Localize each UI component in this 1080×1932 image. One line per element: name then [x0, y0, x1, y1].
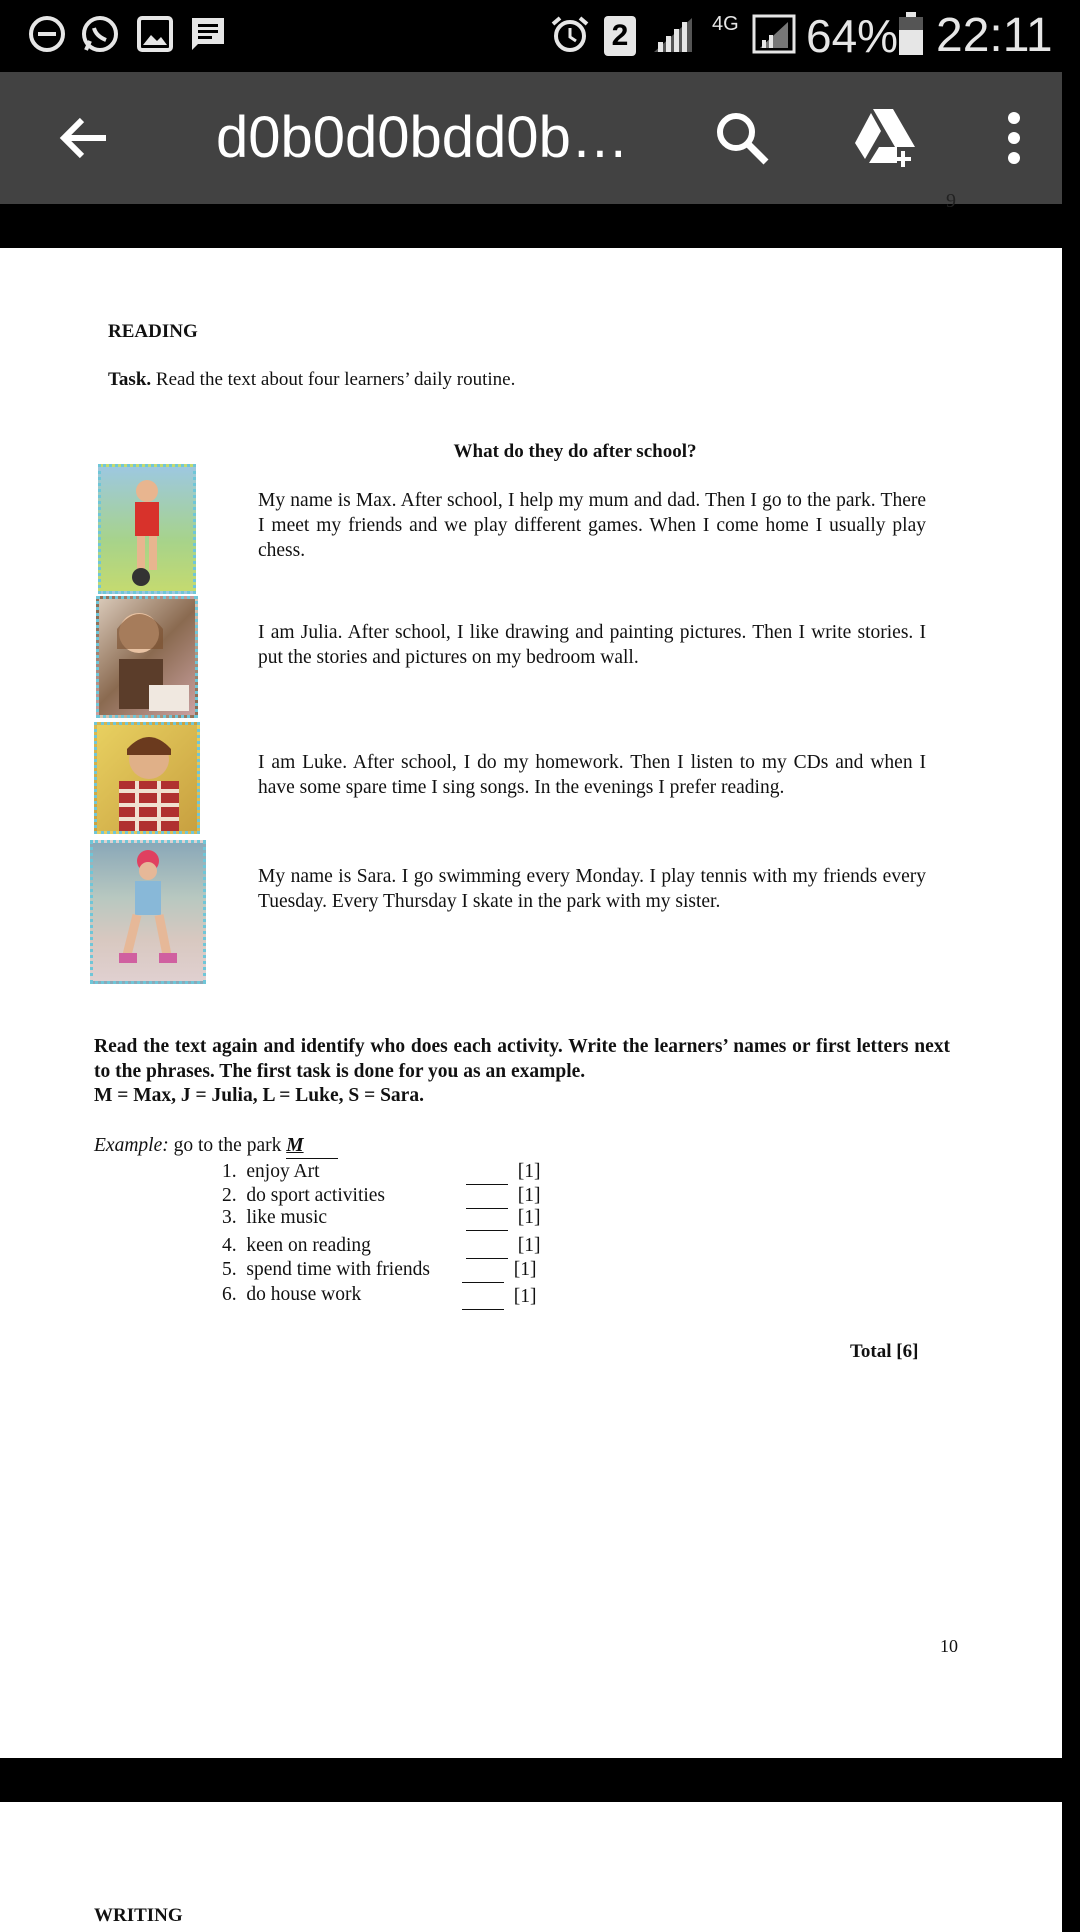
network-type: 4G — [712, 13, 739, 35]
clock: 22:11 — [936, 9, 1053, 62]
photo-luke — [94, 722, 200, 834]
more-vert-icon — [1004, 110, 1024, 166]
message-icon — [188, 14, 228, 54]
signal-icon — [652, 14, 694, 54]
arrow-left-icon — [56, 110, 112, 166]
footer-page-number: 10 — [940, 1636, 958, 1656]
back-button[interactable] — [44, 98, 124, 178]
photo-sara — [90, 840, 206, 984]
paragraph-julia: I am Julia. After school, I like drawing and painting pictures. Then I write stories. I put the stories and pictures on my bedroom wall. — [258, 622, 926, 668]
total-marks: Total [6] — [850, 1341, 919, 1362]
photo-julia — [96, 596, 198, 718]
item-number: 4. — [222, 1235, 237, 1256]
item-number: 5. — [222, 1259, 237, 1280]
list-item — [222, 1184, 385, 1208]
photo-max — [98, 464, 196, 594]
list-item — [222, 1258, 430, 1282]
item-number: 6. — [222, 1284, 237, 1305]
item-number: 1. — [222, 1161, 237, 1182]
item-text: like music — [246, 1207, 328, 1228]
item-text: spend time with friends — [246, 1259, 430, 1280]
item-text: enjoy Art — [246, 1161, 320, 1182]
answer-blank[interactable] — [466, 1234, 541, 1259]
search-icon — [712, 108, 772, 168]
item-mark: [1] — [517, 1185, 541, 1206]
item-number: 3. — [222, 1207, 237, 1228]
status-bar — [0, 0, 1080, 72]
app-bar — [0, 72, 1062, 212]
add-to-drive-button[interactable] — [846, 98, 926, 178]
list-item — [222, 1160, 320, 1184]
search-button[interactable] — [702, 98, 782, 178]
example-text: go to the park — [168, 1135, 287, 1156]
signal-icon-2 — [752, 14, 796, 54]
task-label: Task. — [108, 369, 152, 390]
page-number-indicator: 9 — [946, 190, 956, 212]
document-page-next[interactable] — [0, 1802, 1062, 1932]
alarm-icon — [550, 14, 590, 54]
section-heading: READING — [108, 321, 198, 342]
letter-key: M = Max, J = Julia, L = Luke, S = Sara. — [94, 1085, 424, 1106]
paragraph-max: My name is Max. After school, I help my mum and dad. Then I go to the park. There I meet my friends and we play different games. When I come home I usually play chess. — [258, 490, 926, 561]
next-section-heading: WRITING — [94, 1905, 183, 1926]
item-text: do sport activities — [246, 1185, 386, 1206]
item-mark: [1] — [517, 1161, 541, 1182]
list-item — [222, 1206, 327, 1230]
text-subtitle: What do they do after school? — [453, 441, 697, 462]
example-answer — [286, 1134, 338, 1159]
task-line — [108, 368, 515, 392]
paragraph-luke: I am Luke. After school, I do my homework. Then I listen to my CDs and when I have some spare time I sing songs. In the evenings I prefer reading. — [258, 752, 926, 798]
example-label: Example: — [94, 1135, 169, 1156]
battery-icon — [898, 12, 924, 56]
item-text: keen on reading — [246, 1235, 371, 1256]
whatsapp-icon — [80, 14, 120, 54]
more-options-button[interactable] — [974, 98, 1054, 178]
battery-percent: 64% — [806, 10, 899, 62]
paragraph-sara: My name is Sara. I go swimming every Monday. I play tennis with my friends every Tuesday. Every Thursday I skate in the park with my sister. — [258, 866, 926, 912]
answer-blank[interactable] — [462, 1285, 537, 1310]
drive-add-icon — [853, 107, 919, 169]
example-answer-value: M — [286, 1135, 304, 1156]
sim-badge: 2 — [611, 19, 629, 52]
item-mark: [1] — [517, 1207, 541, 1228]
instructions: Read the text again and identify who does each activity. Write the learners’ names or first letters next to the phrases. The first task is done for you as an example. — [94, 1036, 950, 1082]
item-mark: [1] — [513, 1286, 537, 1307]
answer-blank[interactable] — [466, 1206, 541, 1231]
document-title: d0b0d0bdd0b… — [216, 105, 629, 170]
example-line — [94, 1134, 338, 1159]
gallery-icon — [135, 14, 175, 54]
do-not-disturb-icon — [27, 14, 67, 54]
list-item — [222, 1283, 361, 1307]
item-text: do house work — [246, 1284, 362, 1305]
item-mark: [1] — [513, 1259, 537, 1280]
answer-blank[interactable] — [462, 1258, 537, 1283]
item-mark: [1] — [517, 1235, 541, 1256]
sim-icon — [604, 16, 636, 56]
document-page[interactable] — [0, 248, 1062, 1758]
task-text: Read the text about four learners’ daily routine. — [151, 369, 516, 390]
answer-blank[interactable] — [466, 1160, 541, 1185]
item-number: 2. — [222, 1185, 237, 1206]
list-item — [222, 1234, 371, 1258]
